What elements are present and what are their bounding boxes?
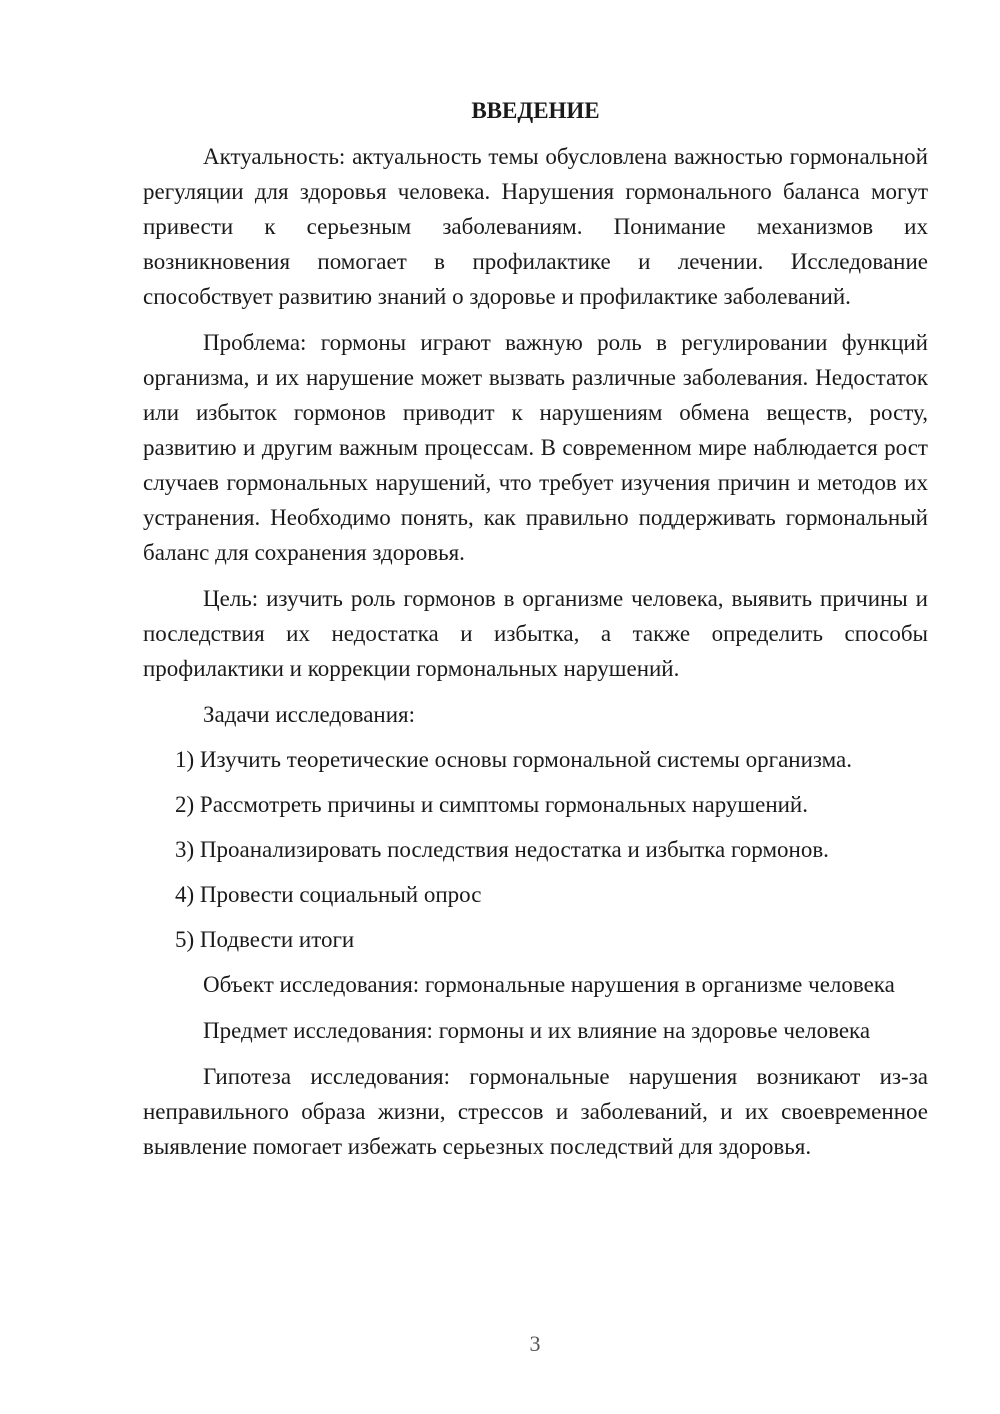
object-paragraph: Объект исследования: гормональные нарушения в организме человека: [203, 972, 895, 997]
task-item-5: 5) Подвести итоги: [175, 927, 355, 952]
goal-paragraph: Цель: изучить роль гормонов в организме человека, выявить причины и последствия их недостатка и избытка, а также определить способы профилактики и коррекции гормональных нарушений.: [143, 586, 928, 681]
document-page: [143, 93, 928, 1175]
subject-paragraph: Предмет исследования: гормоны и их влияние на здоровье человека: [203, 1018, 871, 1043]
task-item-2: 2) Рассмотреть причины и симптомы гормональных нарушений.: [175, 792, 808, 817]
task-item-1: 1) Изучить теоретические основы гормональной системы организма.: [175, 747, 853, 772]
hypothesis-paragraph: Гипотеза исследования: гормональные нарушения возникают из-за неправильного образа жизни, стрессов и заболеваний, и их своевременное выявление помогает избежать серьезных последствий для здоровья.: [143, 1064, 928, 1159]
relevance-paragraph: Актуальность: актуальность темы обусловлена важностью гормональной регуляции для здоровья человека. Нарушения гормонального баланса могут привести к серьезным заболеваниям. Понимание механизмов их возникновения помогает в профилактике и лечении. Исследование способствует развитию знаний о здоровье и профилактике заболеваний.: [143, 144, 928, 309]
tasks-heading: Задачи исследования:: [203, 702, 416, 727]
task-item-4: 4) Провести социальный опрос: [175, 882, 482, 907]
problem-paragraph: Проблема: гормоны играют важную роль в регулировании функций организма, и их нарушение может вызвать различные заболевания. Недостаток или избыток гормонов приводит к нарушениям обмена веществ, росту, развитию и другим важным процессам. В современном мире наблюдается рост случаев гормональных нарушений, что требует изучения причин и методов их устранения. Необходимо понять, как правильно поддерживать гормональный баланс для сохранения здоровья.: [143, 330, 928, 565]
page-number: 3: [529, 1331, 541, 1356]
task-item-3: 3) Проанализировать последствия недостатка и избытка гормонов.: [175, 837, 829, 862]
page-title: ВВЕДЕНИЕ: [471, 98, 600, 123]
tasks-list: [143, 742, 928, 957]
